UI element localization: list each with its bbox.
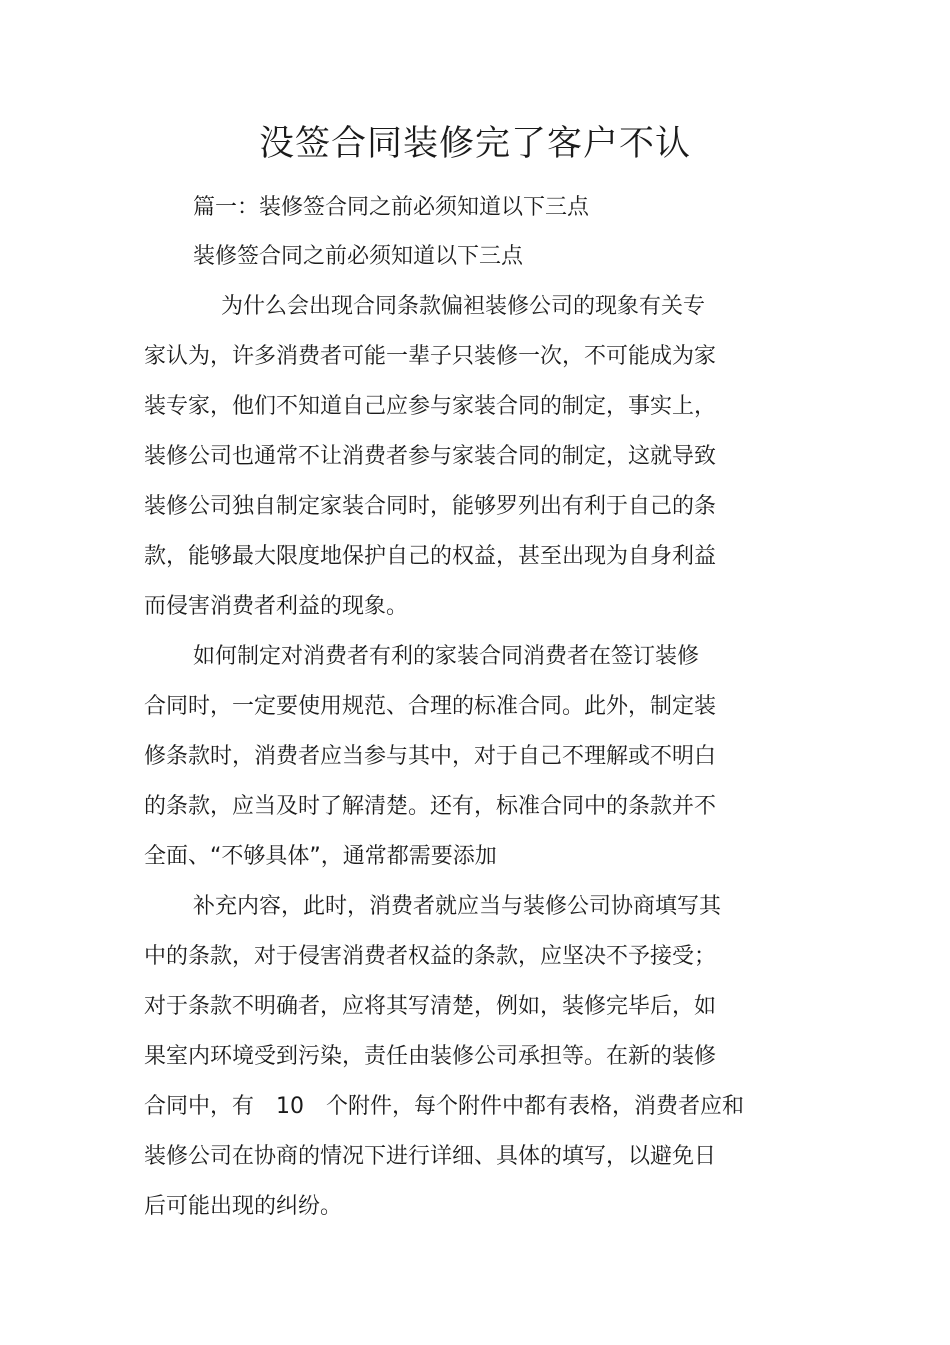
document-title: 没签合同装修完了客户不认 [258, 124, 691, 164]
paragraph-line: 全面、“不够具体”，通常都需要添加 [144, 844, 497, 869]
paragraph-line: 如何制定对消费者有利的家装合同消费者在签订装修 [193, 644, 700, 669]
paragraph-line: 装修公司独自制定家装合同时，能够罗列出有利于自己的条 [144, 494, 717, 519]
paragraph-line: 果室内环境受到污染，责任由装修公司承担等。在新的装修 [144, 1044, 717, 1069]
paragraph-line: 的条款，应当及时了解清楚。还有，标准合同中的条款并不 [144, 794, 717, 819]
paragraph-line: 补充内容，此时，消费者就应当与装修公司协商填写其 [193, 894, 722, 919]
paragraph-line: 合同时，一定要使用规范、合理的标准合同。此外，制定装 [144, 694, 717, 719]
paragraph-line: 家认为，许多消费者可能一辈子只装修一次，不可能成为家 [144, 344, 717, 369]
section-subheading: 装修签合同之前必须知道以下三点 [193, 244, 524, 269]
paragraph-line: 装修公司在协商的情况下进行详细、具体的填写，以避免日 [144, 1144, 717, 1169]
paragraph-line: 修条款时，消费者应当参与其中，对于自己不理解或不明白 [144, 744, 717, 769]
paragraph-line: 后可能出现的纠纷。 [144, 1194, 343, 1219]
paragraph-line: 款，能够最大限度地保护自己的权益，甚至出现为自身利益 [144, 544, 717, 569]
paragraph-line: 对于条款不明确者，应将其写清楚，例如，装修完毕后，如 [144, 994, 717, 1019]
paragraph-line: 为什么会出现合同条款偏袒装修公司的现象有关专 [221, 294, 706, 319]
paragraph-line: 装专家，他们不知道自己应参与家装合同的制定，事实上， [144, 394, 717, 419]
paragraph-line: 中的条款，对于侵害消费者权益的条款，应坚决不予接受； [144, 944, 717, 969]
paragraph-line: 装修公司也通常不让消费者参与家装合同的制定，这就导致 [144, 444, 717, 469]
paragraph-line: 合同中，有 10 个附件，每个附件中都有表格，消费者应和 [144, 1094, 744, 1119]
paragraph-line: 而侵害消费者利益的现象。 [144, 594, 409, 619]
section-heading: 篇一：装修签合同之前必须知道以下三点 [193, 195, 590, 220]
